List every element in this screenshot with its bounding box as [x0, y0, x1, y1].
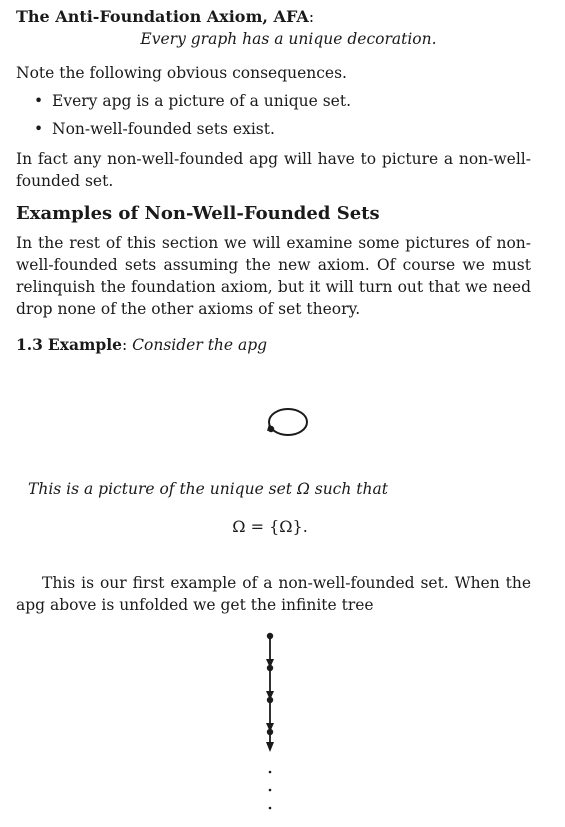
picture-sentence: This is a picture of the unique set Ω such that: [28, 480, 388, 498]
ellipsis-dot: [269, 807, 272, 810]
infinite-tree: [258, 632, 282, 826]
equation: Ω = {Ω}.: [232, 517, 308, 536]
example-colon: :: [122, 336, 128, 354]
list-item: [16, 118, 531, 140]
example-heading: [16, 334, 531, 356]
tree-node: [267, 729, 273, 735]
axiom-heading-text: The Anti-Foundation Axiom, AFA: [16, 7, 309, 26]
page-content: [16, 6, 531, 356]
section-paragraph: In the rest of this section we will examine some pictures of non-well-founded sets assuming the new axiom. Of course we must relinquish the foundation axiom, but it will turn out that we need drop none of the other axioms of set theory.: [16, 234, 531, 318]
loop-edge: [269, 409, 307, 435]
note-paragraph: Note the following obvious consequences.: [16, 64, 347, 82]
example-number: 1.3: [16, 335, 43, 354]
tree-node: [267, 665, 273, 671]
list-item: [16, 90, 531, 112]
arrow-icon: [266, 742, 274, 752]
list-item-text: Every apg is a picture of a unique set.: [52, 92, 352, 110]
tree-node: [267, 697, 273, 703]
ellipsis-dot: [269, 771, 272, 774]
bullet-icon: •: [34, 120, 44, 138]
loop-graph: [250, 404, 320, 458]
tree-node: [267, 633, 273, 639]
axiom-statement: Every graph has a unique decoration.: [140, 30, 437, 48]
axiom-heading-colon: :: [308, 7, 315, 26]
infinite-tree-svg: [258, 632, 282, 822]
axiom-heading: [16, 6, 531, 28]
in-fact-paragraph: In fact any non-well-founded apg will have to picture a non-well-founded set.: [16, 150, 531, 190]
ellipsis-dot: [269, 789, 272, 792]
loop-graph-svg: [250, 404, 320, 454]
example-text: Consider the apg: [132, 336, 268, 354]
example-label: Example: [47, 335, 122, 354]
closing-paragraph: This is our first example of a non-well-founded set. When the apg above is unfolded we get the infinite tree: [16, 574, 531, 614]
section-title: Examples of Non-Well-Founded Sets: [16, 203, 380, 224]
bullet-icon: •: [34, 92, 44, 110]
consequence-list: [16, 90, 531, 140]
list-item-text: Non-well-founded sets exist.: [52, 120, 275, 138]
